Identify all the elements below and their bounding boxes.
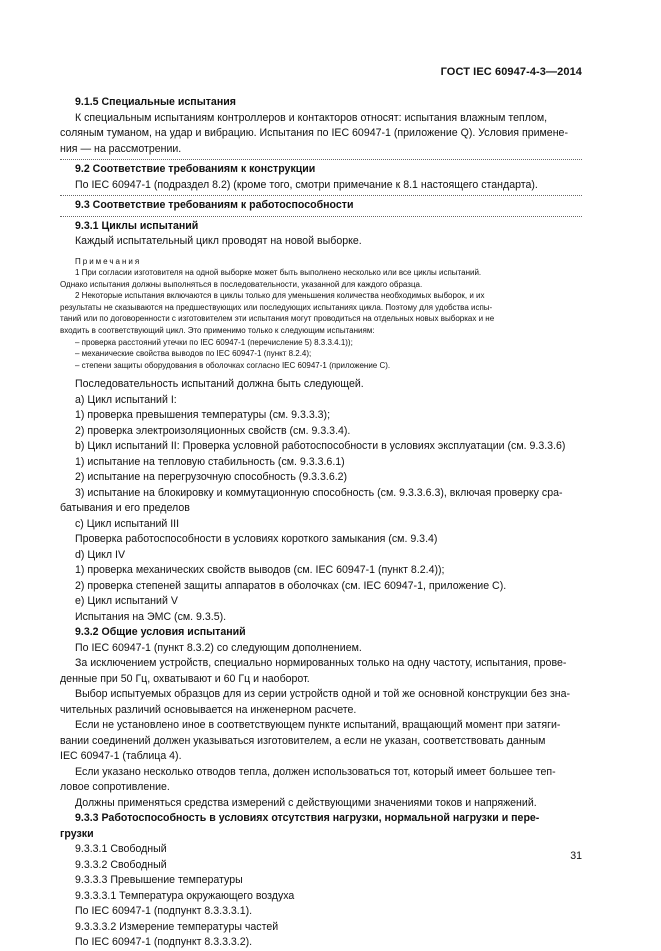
section-9-3-1-heading: 9.3.1 Циклы испытаний (75, 219, 199, 232)
paragraph: вании соединений должен указываться изготовителем, а если не указан, соответствовать данным (60, 734, 546, 747)
divider (60, 159, 582, 160)
divider (60, 195, 582, 196)
section-9-2-heading: 9.2 Соответствие требованиям к конструкции (75, 163, 316, 175)
note-dash-item: – проверка расстояний утечки по IEC 60947-1 (перечисление 5) 8.3.3.4.1)); (75, 337, 353, 347)
paragraph: По IEC 60947-1 (подпункт 8.3.3.3.2). (75, 936, 253, 949)
subsection-item: 9.3.3.3 Превышение температуры (75, 874, 243, 887)
note-line: Однако испытания должны выполняться в последовательности, указанной для каждого образца. (60, 279, 423, 289)
section-9-3-heading: 9.3 Соответствие требованиям к работоспособности (75, 199, 354, 211)
paragraph: IEC 60947-1 (таблица 4). (60, 750, 182, 763)
list-item: 2) проверка электроизоляционных свойств (см. 9.3.3.4). (75, 424, 351, 437)
list-item: 2) проверка степеней защиты аппаратов в оболочках (см. IEC 60947-1, приложение С). (75, 579, 507, 592)
list-item: 1) испытание на тепловую стабильность (см. 9.3.3.6.1) (75, 455, 345, 468)
page-number: 31 (570, 850, 582, 862)
list-item: 1) проверка превышения температуры (см. 9.3.3.3); (75, 409, 331, 422)
notes-title: Примечания (75, 256, 142, 266)
subsection-item: 9.3.3.2 Свободный (75, 858, 167, 871)
list-item: 1) проверка механических свойств выводов (см. IEC 60947-1 (пункт 8.2.4)); (75, 564, 445, 577)
paragraph: По IEC 60947-1 (пункт 8.3.2) со следующим дополнением. (75, 641, 362, 654)
list-item: e) Цикл испытаний V (75, 595, 178, 608)
note-dash-item: – степени защиты оборудования в оболочках согласно IEC 60947-1 (приложение С). (75, 360, 391, 370)
divider (60, 216, 582, 217)
page-content (60, 95, 582, 951)
paragraph: ловое сопротивление. (60, 781, 170, 794)
section-9-3-3-heading-cont: грузки (60, 827, 94, 840)
note-line: таний или по договоренности с изготовителем эти испытания могут проводиться на отдельных новых выборках и не (60, 314, 495, 324)
list-item: b) Цикл испытаний II: Проверка условной работоспособности в условиях эксплуатации (см. 9.3.3.6) (75, 440, 566, 453)
paragraph: Если не установлено иное в соответствующем пункте испытаний, вращающий момент при затяги- (75, 719, 561, 732)
paragraph: Последовательность испытаний должна быть следующей. (75, 378, 364, 391)
list-item: c) Цикл испытаний III (75, 517, 180, 530)
page-header-title: ГОСТ IEC 60947-4-3—2014 (440, 66, 582, 78)
subsection-item: 9.3.3.3.1 Температура окружающего воздуха (75, 889, 295, 902)
paragraph: За исключением устройств, специально нормированных только на одну частоту, испытания, прове- (75, 657, 567, 670)
list-item: батывания и его пределов (60, 502, 190, 515)
paragraph: К специальным испытаниям контроллеров и контакторов относят: испытания влажным теплом, (75, 111, 548, 124)
paragraph: По IEC 60947-1 (подпункт 8.3.3.3.1). (75, 905, 253, 918)
list-item: Проверка работоспособности в условиях короткого замыкания (см. 9.3.4) (75, 533, 438, 546)
list-item: 2) испытание на перегрузочную способность (9.3.3.6.2) (75, 471, 348, 484)
paragraph: чительных различий основывается на инженерном расчете. (60, 703, 357, 716)
paragraph: Каждый испытательный цикл проводят на новой выборке. (75, 235, 362, 247)
note-line: 1 При согласии изготовителя на одной выборке может быть выполнено несколько или все циклы испытаний. (75, 268, 482, 278)
paragraph: ния — на рассмотрении. (60, 142, 182, 155)
paragraph: соляным туманом, на удар и вибрацию. Испытания по IEC 60947-1 (приложение Q). Условия примене- (60, 127, 568, 139)
list-item: d) Цикл IV (75, 548, 126, 561)
section-9-1-5-heading: 9.1.5 Специальные испытания (75, 96, 236, 108)
list-item: 3) испытание на блокировку и коммутационную способность (см. 9.3.3.6.3), включая проверку сра- (75, 486, 563, 499)
subsection-item: 9.3.3.1 Свободный (75, 843, 167, 856)
note-line: результаты не сказываются на предшествующих или последующих испытаниях цикла. Поэтому для удобства испы- (60, 302, 493, 312)
paragraph: Должны применяться средства измерений с действующими значениями токов и напряжений. (75, 796, 537, 809)
note-line: входить в соответствующий цикл. Это применимо только к следующим испытаниям: (60, 326, 375, 336)
paragraph: денные при 50 Гц, охватывают и 60 Гц и наоборот. (60, 672, 310, 685)
section-9-3-3-heading: 9.3.3 Работоспособность в условиях отсутствия нагрузки, нормальной нагрузки и пере- (75, 812, 540, 825)
paragraph: По IEC 60947-1 (подраздел 8.2) (кроме того, смотри примечание к 8.1 настоящего стандарта). (75, 178, 538, 191)
section-9-3-2-heading: 9.3.2 Общие условия испытаний (75, 626, 246, 639)
note-dash-item: – механические свойства выводов по IEC 60947-1 (пункт 8.2.4); (75, 349, 312, 359)
paragraph: Выбор испытуемых образцов для из серии устройств одной и той же основной конструкции без зна- (75, 688, 571, 701)
list-item: a) Цикл испытаний I: (75, 393, 177, 406)
note-line: 2 Некоторые испытания включаются в циклы только для уменьшения количества необходимых выборок, и их (75, 291, 485, 301)
notes-block (60, 256, 582, 372)
paragraph: Если указано несколько отводов тепла, должен использоваться тот, который имеет большее теп- (75, 765, 556, 778)
list-item: Испытания на ЭМС (см. 9.3.5). (75, 610, 227, 623)
subsection-item: 9.3.3.3.2 Измерение температуры частей (75, 920, 279, 933)
